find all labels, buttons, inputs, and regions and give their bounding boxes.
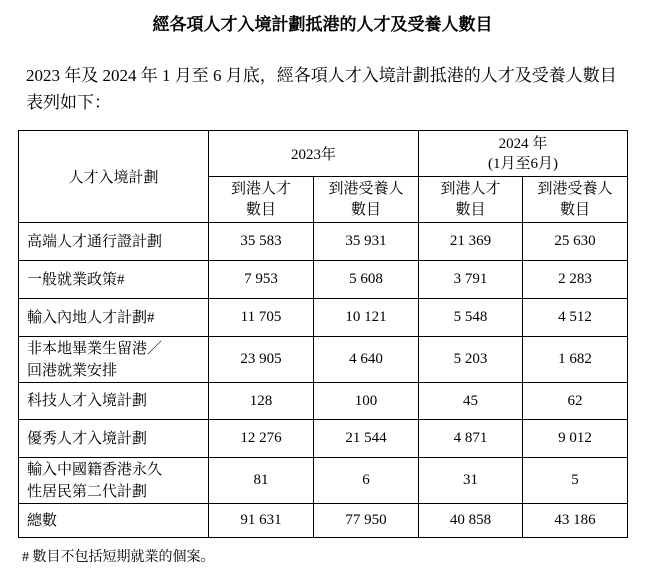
- text-line: 數目: [560, 201, 591, 218]
- value-cell: 10 121: [314, 299, 419, 337]
- scheme-name: [19, 504, 209, 538]
- value-cell: 5 608: [314, 261, 419, 299]
- value-cell: 3 791: [419, 261, 523, 299]
- page-title: 經各項人才入境計劃抵港的人才及受養人數目: [152, 15, 493, 35]
- table-row: [19, 337, 628, 383]
- text-line: 數目: [455, 201, 486, 218]
- text-line: 數目: [351, 201, 382, 218]
- table-row: [19, 383, 628, 420]
- value-cell: 21 544: [314, 420, 419, 458]
- value-cell: 7 953: [209, 261, 314, 299]
- intro-paragraph: 2023 年及 2024 年 1 月至 6 月底，經各項人才入境計劃抵港的人才及受養人數目表列如下：: [26, 66, 617, 112]
- value-cell: 45: [419, 383, 523, 420]
- table-row: [19, 504, 628, 538]
- value-cell: 12 276: [209, 420, 314, 458]
- value-cell: 100: [314, 383, 419, 420]
- text-line: 輸入中國籍香港永久: [27, 461, 163, 478]
- year-2024-label: 2024 年: [498, 135, 548, 152]
- table-row: [19, 261, 628, 299]
- sub-header-0: [209, 177, 314, 223]
- text-line: 科技人才入境計劃: [27, 393, 148, 409]
- scheme-name: [19, 299, 209, 337]
- sub-header-1: [314, 177, 419, 223]
- value-cell: 77 950: [314, 504, 419, 538]
- value-cell: 1 682: [523, 337, 628, 383]
- value-cell: 5 203: [419, 337, 523, 383]
- value-cell: 62: [523, 383, 628, 420]
- scheme-name: [19, 223, 209, 261]
- value-cell: 5 548: [419, 299, 523, 337]
- text-line: 到港受養人: [537, 180, 613, 197]
- scheme-header-label: 人才入境計劃: [68, 170, 159, 186]
- text-line: 到港人才: [230, 180, 291, 197]
- text-line: 到港受養人: [328, 180, 404, 197]
- year-2024-header: [419, 131, 628, 177]
- value-cell: 35 931: [314, 223, 419, 261]
- sub-header-2: [419, 177, 523, 223]
- value-cell: 128: [209, 383, 314, 420]
- value-cell: 31: [419, 458, 523, 504]
- text-line: 優秀人才入境計劃: [27, 430, 148, 447]
- text-line: 數目: [245, 201, 276, 218]
- value-cell: 6: [314, 458, 419, 504]
- value-cell: 4 640: [314, 337, 419, 383]
- text-line: 高端人才通行證計劃: [27, 233, 163, 250]
- scheme-name: [19, 420, 209, 458]
- value-cell: 21 369: [419, 223, 523, 261]
- text-line: 一般就業政策#: [27, 271, 125, 288]
- value-cell: 2 283: [523, 261, 628, 299]
- scheme-name: [19, 337, 209, 383]
- value-cell: 4 512: [523, 299, 628, 337]
- value-cell: 35 583: [209, 223, 314, 261]
- year-2023-label: 2023年: [291, 147, 337, 163]
- footnote: # 數目不包括短期就業的個案。: [22, 550, 215, 565]
- sub-header-3: [523, 177, 628, 223]
- table-body: [19, 223, 628, 538]
- year-2024-period: (1月至6月): [488, 155, 559, 172]
- value-cell: 81: [209, 458, 314, 504]
- table-row: [19, 299, 628, 337]
- value-cell: 11 705: [209, 299, 314, 337]
- table-row: [19, 420, 628, 458]
- value-cell: 5: [523, 458, 628, 504]
- table-row: [19, 223, 628, 261]
- value-cell: 43 186: [523, 504, 628, 538]
- text-line: 性居民第二代計劃: [27, 483, 148, 500]
- value-cell: 25 630: [523, 223, 628, 261]
- text-line: 總數: [27, 512, 58, 529]
- value-cell: 23 905: [209, 337, 314, 383]
- table-row: [19, 458, 628, 504]
- text-line: 輸入內地人才計劃#: [27, 309, 155, 326]
- value-cell: 9 012: [523, 420, 628, 458]
- scheme-column-header: [19, 131, 209, 223]
- talent-admission-table: [18, 130, 628, 538]
- text-line: 回港就業安排: [27, 362, 118, 379]
- text-line: 到港人才: [440, 180, 501, 197]
- scheme-name: [19, 383, 209, 420]
- scheme-name: [19, 261, 209, 299]
- value-cell: 91 631: [209, 504, 314, 538]
- value-cell: 4 871: [419, 420, 523, 458]
- scheme-name: [19, 458, 209, 504]
- text-line: 非本地畢業生留港／: [27, 340, 163, 357]
- year-2023-header: [209, 131, 419, 177]
- value-cell: 40 858: [419, 504, 523, 538]
